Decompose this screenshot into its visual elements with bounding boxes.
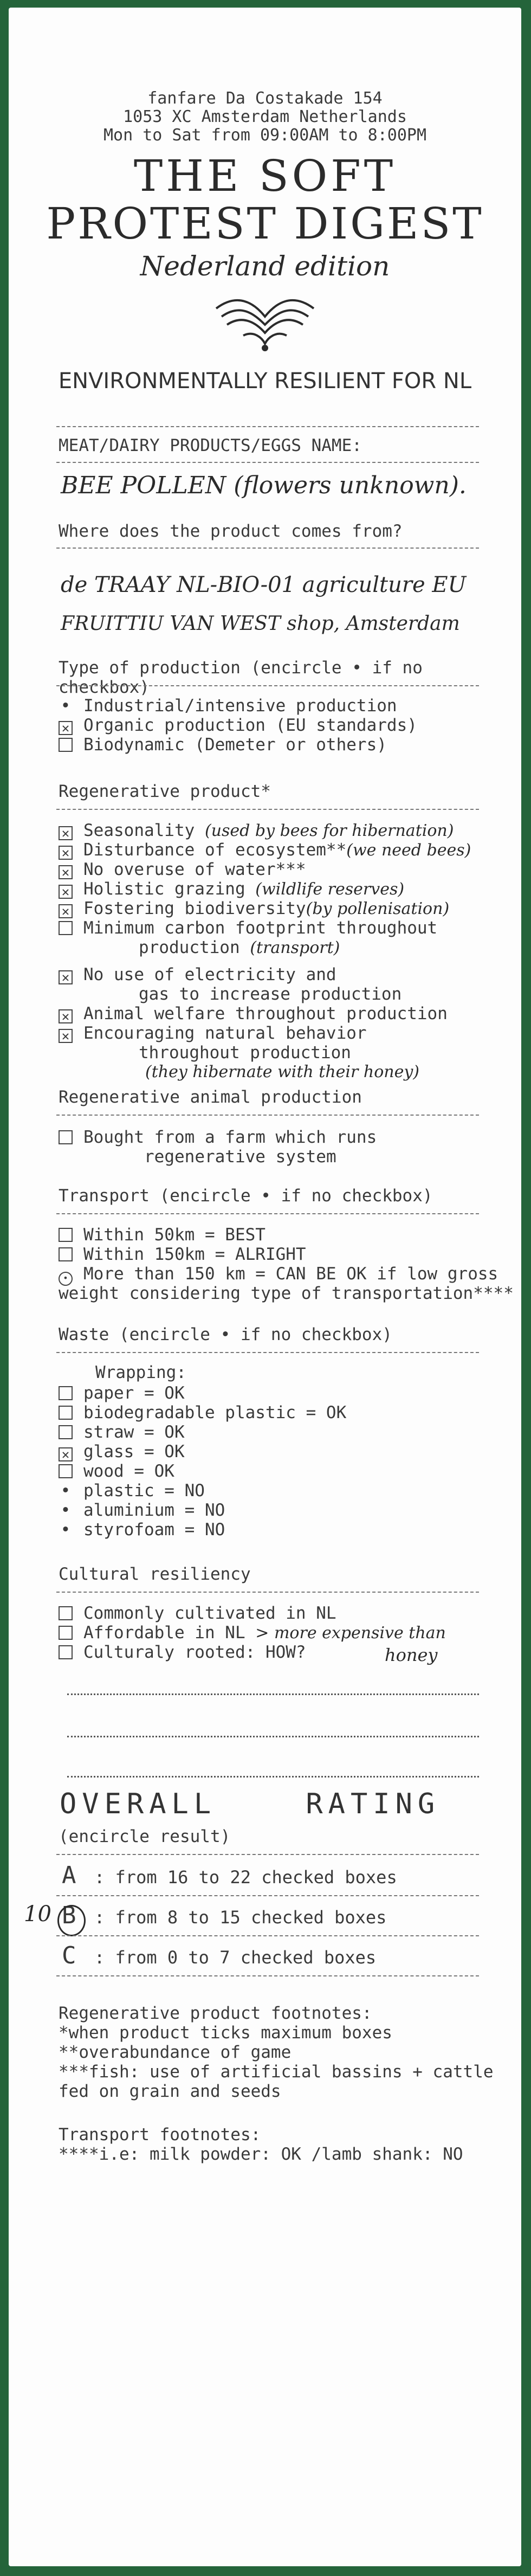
receipt-paper (9, 8, 521, 2566)
regen-footnote-line: *when product ticks maximum boxes (59, 2023, 392, 2043)
regen-option-disturbance[interactable]: ✕ Disturbance of ecosystem**(we need bees) (59, 840, 471, 860)
bullet-icon: • (60, 696, 71, 716)
divider (56, 1115, 479, 1116)
product-name-value: BEE POLLEN (flowers unknown). (61, 472, 467, 499)
checkbox-checked[interactable]: ✕ (59, 865, 73, 879)
origin-label: Where does the product comes from? (59, 521, 403, 541)
divider (56, 1592, 479, 1593)
regen-option-farm[interactable]: Bought from a farm which runs (59, 1128, 377, 1147)
bullet-icon: • (60, 1520, 71, 1540)
bullet-icon: • (60, 1500, 71, 1520)
wrapping-label: Wrapping: (95, 1363, 186, 1382)
checkbox-checked[interactable]: ✕ (59, 826, 73, 840)
handwritten-score: 10 (24, 1902, 51, 1927)
cultural-option-cultivated[interactable]: Commonly cultivated in NL (59, 1603, 336, 1623)
checkbox[interactable] (59, 1228, 73, 1242)
transport-option-50km[interactable]: Within 50km = BEST (59, 1225, 266, 1245)
origin-value-2: FRUITTIU VAN WEST shop, Amsterdam (61, 613, 460, 635)
handwritten-note: (by pollenisation) (306, 899, 450, 918)
divider (56, 1352, 479, 1353)
checkbox[interactable] (59, 1425, 73, 1439)
waste-option-styrofoam[interactable]: • styrofoam = NO (59, 1520, 225, 1540)
divider (56, 1854, 479, 1855)
waste-option-glass[interactable]: ✕ glass = OK (59, 1442, 185, 1461)
carbon-continuation: production (transport) (139, 938, 340, 957)
transport-label: Transport (encircle • if no checkbox) (59, 1186, 433, 1206)
divider (56, 1213, 479, 1214)
regen-option-electricity[interactable]: ✕ No use of electricity and (59, 965, 336, 984)
handwritten-note: (we need bees) (346, 841, 471, 860)
production-type-label: Type of production (encircle • if no checkbox) (59, 658, 423, 697)
transport-option-150km[interactable]: Within 150km = ALRIGHT (59, 1245, 306, 1264)
divider (56, 1935, 479, 1936)
overall-rating-subtitle: (encircle result) (59, 1827, 231, 1846)
waste-option-straw[interactable]: straw = OK (59, 1422, 185, 1442)
cultural-label: Cultural resiliency (59, 1564, 251, 1584)
divider (56, 462, 479, 463)
overall-rating-title: OVERALL RATING (60, 1788, 441, 1820)
cultural-option-rooted[interactable]: Culturaly rooted: HOW? (59, 1643, 306, 1662)
handwritten-note: > more expensive than (255, 1624, 446, 1643)
checkbox-checked[interactable]: ✕ (59, 846, 73, 860)
regen-option-animal-welfare[interactable]: ✕ Animal welfare throughout production (59, 1004, 448, 1023)
regen-animal-label: Regenerative animal production (59, 1087, 362, 1107)
rating-option-b[interactable]: B : from 8 to 15 checked boxes (62, 1902, 387, 1929)
checkbox-checked[interactable]: ✕ (59, 1009, 73, 1023)
regen-footnotes-title: Regenerative product footnotes: (59, 2004, 372, 2023)
divider (56, 426, 479, 427)
transport-footnote-line: ****i.e: milk powder: OK /lamb shank: NO (59, 2144, 463, 2164)
origin-value-1: de TRAAY NL-BIO-01 agriculture EU (61, 572, 467, 597)
divider (56, 548, 479, 549)
blank-answer-line[interactable] (67, 1693, 479, 1695)
blank-answer-line[interactable] (67, 1736, 479, 1737)
encircled-bullet-icon[interactable]: • (59, 1272, 73, 1286)
handwritten-note: (wildlife reserves) (255, 880, 405, 899)
blank-answer-line[interactable] (67, 1776, 479, 1778)
behavior-continuation: throughout production (139, 1043, 351, 1062)
cultural-option-affordable[interactable]: Affordable in NL > more expensive than (59, 1623, 446, 1643)
edition-label: Nederland edition (140, 250, 390, 282)
bullet-icon: • (60, 1481, 71, 1500)
address-line-2: 1053 XC Amsterdam Netherlands (123, 107, 407, 126)
handwritten-note: (transport) (250, 938, 340, 957)
checkbox[interactable] (59, 1406, 73, 1420)
rating-option-a[interactable]: A : from 16 to 22 checked boxes (62, 1862, 397, 1889)
regen-footnote-line: **overabundance of game (59, 2043, 292, 2062)
electricity-continuation: gas to increase production (139, 984, 402, 1004)
checkbox[interactable] (59, 738, 73, 752)
production-option-biodynamic[interactable]: Biodynamic (Demeter or others) (59, 735, 387, 755)
checkbox[interactable] (59, 1386, 73, 1400)
regen-option-biodiversity[interactable]: ✕ Fostering biodiversity(by pollenisation) (59, 899, 449, 918)
regen-option-carbon[interactable]: Minimum carbon footprint throughout (59, 918, 437, 938)
regen-option-grazing[interactable]: ✕ Holistic grazing (wildlife reserves) (59, 879, 404, 899)
ornament-flourish-icon (211, 292, 319, 352)
product-name-label: MEAT/DAIRY PRODUCTS/EGGS NAME: (59, 436, 362, 455)
divider (56, 1895, 479, 1896)
regen-option-water[interactable]: ✕ No overuse of water*** (59, 860, 306, 879)
checkbox-checked[interactable]: ✕ (59, 885, 73, 899)
checkbox[interactable] (59, 1645, 73, 1659)
farm-continuation: regenerative system (144, 1147, 336, 1167)
handwritten-note: (used by bees for hibernation) (204, 821, 454, 840)
handwritten-note: (they hibernate with their honey) (145, 1062, 419, 1081)
title-line-2: PROTEST DIGEST (46, 198, 484, 249)
checkbox-checked[interactable]: ✕ (59, 970, 73, 984)
address-line-1: fanfare Da Costakade 154 (147, 89, 383, 108)
checkbox-checked[interactable]: ✕ (59, 721, 73, 735)
regenerative-label: Regenerative product* (59, 782, 271, 801)
waste-option-plastic[interactable]: • plastic = NO (59, 1481, 205, 1500)
regen-option-seasonality[interactable]: ✕ Seasonality (used by bees for hibernation) (59, 821, 454, 840)
divider (56, 685, 479, 686)
transport-footnotes-title: Transport footnotes: (59, 2125, 261, 2144)
waste-label: Waste (encircle • if no checkbox) (59, 1325, 392, 1344)
regen-footnote-line: ***fish: use of artificial bassins + cattle (59, 2062, 494, 2082)
subtitle-banner: ENVIRONMENTALLY RESILIENT FOR NL (58, 369, 472, 394)
checkbox[interactable] (59, 1130, 73, 1144)
divider (56, 1975, 479, 1976)
divider (56, 809, 479, 810)
handwritten-note: honey (385, 1645, 438, 1665)
checkbox[interactable] (59, 1247, 73, 1261)
checkbox[interactable] (59, 1606, 73, 1620)
checkbox[interactable] (59, 1464, 73, 1478)
checkbox-checked[interactable]: ✕ (59, 1029, 73, 1043)
regen-footnote-line: fed on grain and seeds (59, 2082, 281, 2101)
checkbox-checked[interactable]: ✕ (59, 1447, 73, 1461)
regen-option-natural-behavior[interactable]: ✕ Encouraging natural behavior (59, 1023, 367, 1043)
production-option-organic[interactable]: ✕ Organic production (EU standards) (59, 716, 417, 735)
opening-hours: Mon to Sat from 09:00AM to 8:00PM (103, 126, 427, 145)
checkbox[interactable] (59, 921, 73, 935)
waste-option-paper[interactable]: paper = OK (59, 1383, 185, 1403)
checkbox-checked[interactable]: ✕ (59, 904, 73, 918)
rating-option-c[interactable]: C : from 0 to 7 checked boxes (62, 1942, 377, 1969)
selection-circle-icon (57, 1905, 86, 1936)
waste-option-aluminium[interactable]: • aluminium = NO (59, 1500, 225, 1520)
transport-option-more[interactable]: • More than 150 km = CAN BE OK if low gross (59, 1264, 498, 1286)
production-option-industrial[interactable]: • Industrial/intensive production (59, 696, 397, 716)
waste-option-bioplastic[interactable]: biodegradable plastic = OK (59, 1403, 346, 1422)
title-line-1: THE SOFT (133, 151, 397, 201)
checkbox[interactable] (59, 1626, 73, 1640)
waste-option-wood[interactable]: wood = OK (59, 1461, 174, 1481)
transport-continuation: weight considering type of transportation**** (59, 1284, 514, 1303)
